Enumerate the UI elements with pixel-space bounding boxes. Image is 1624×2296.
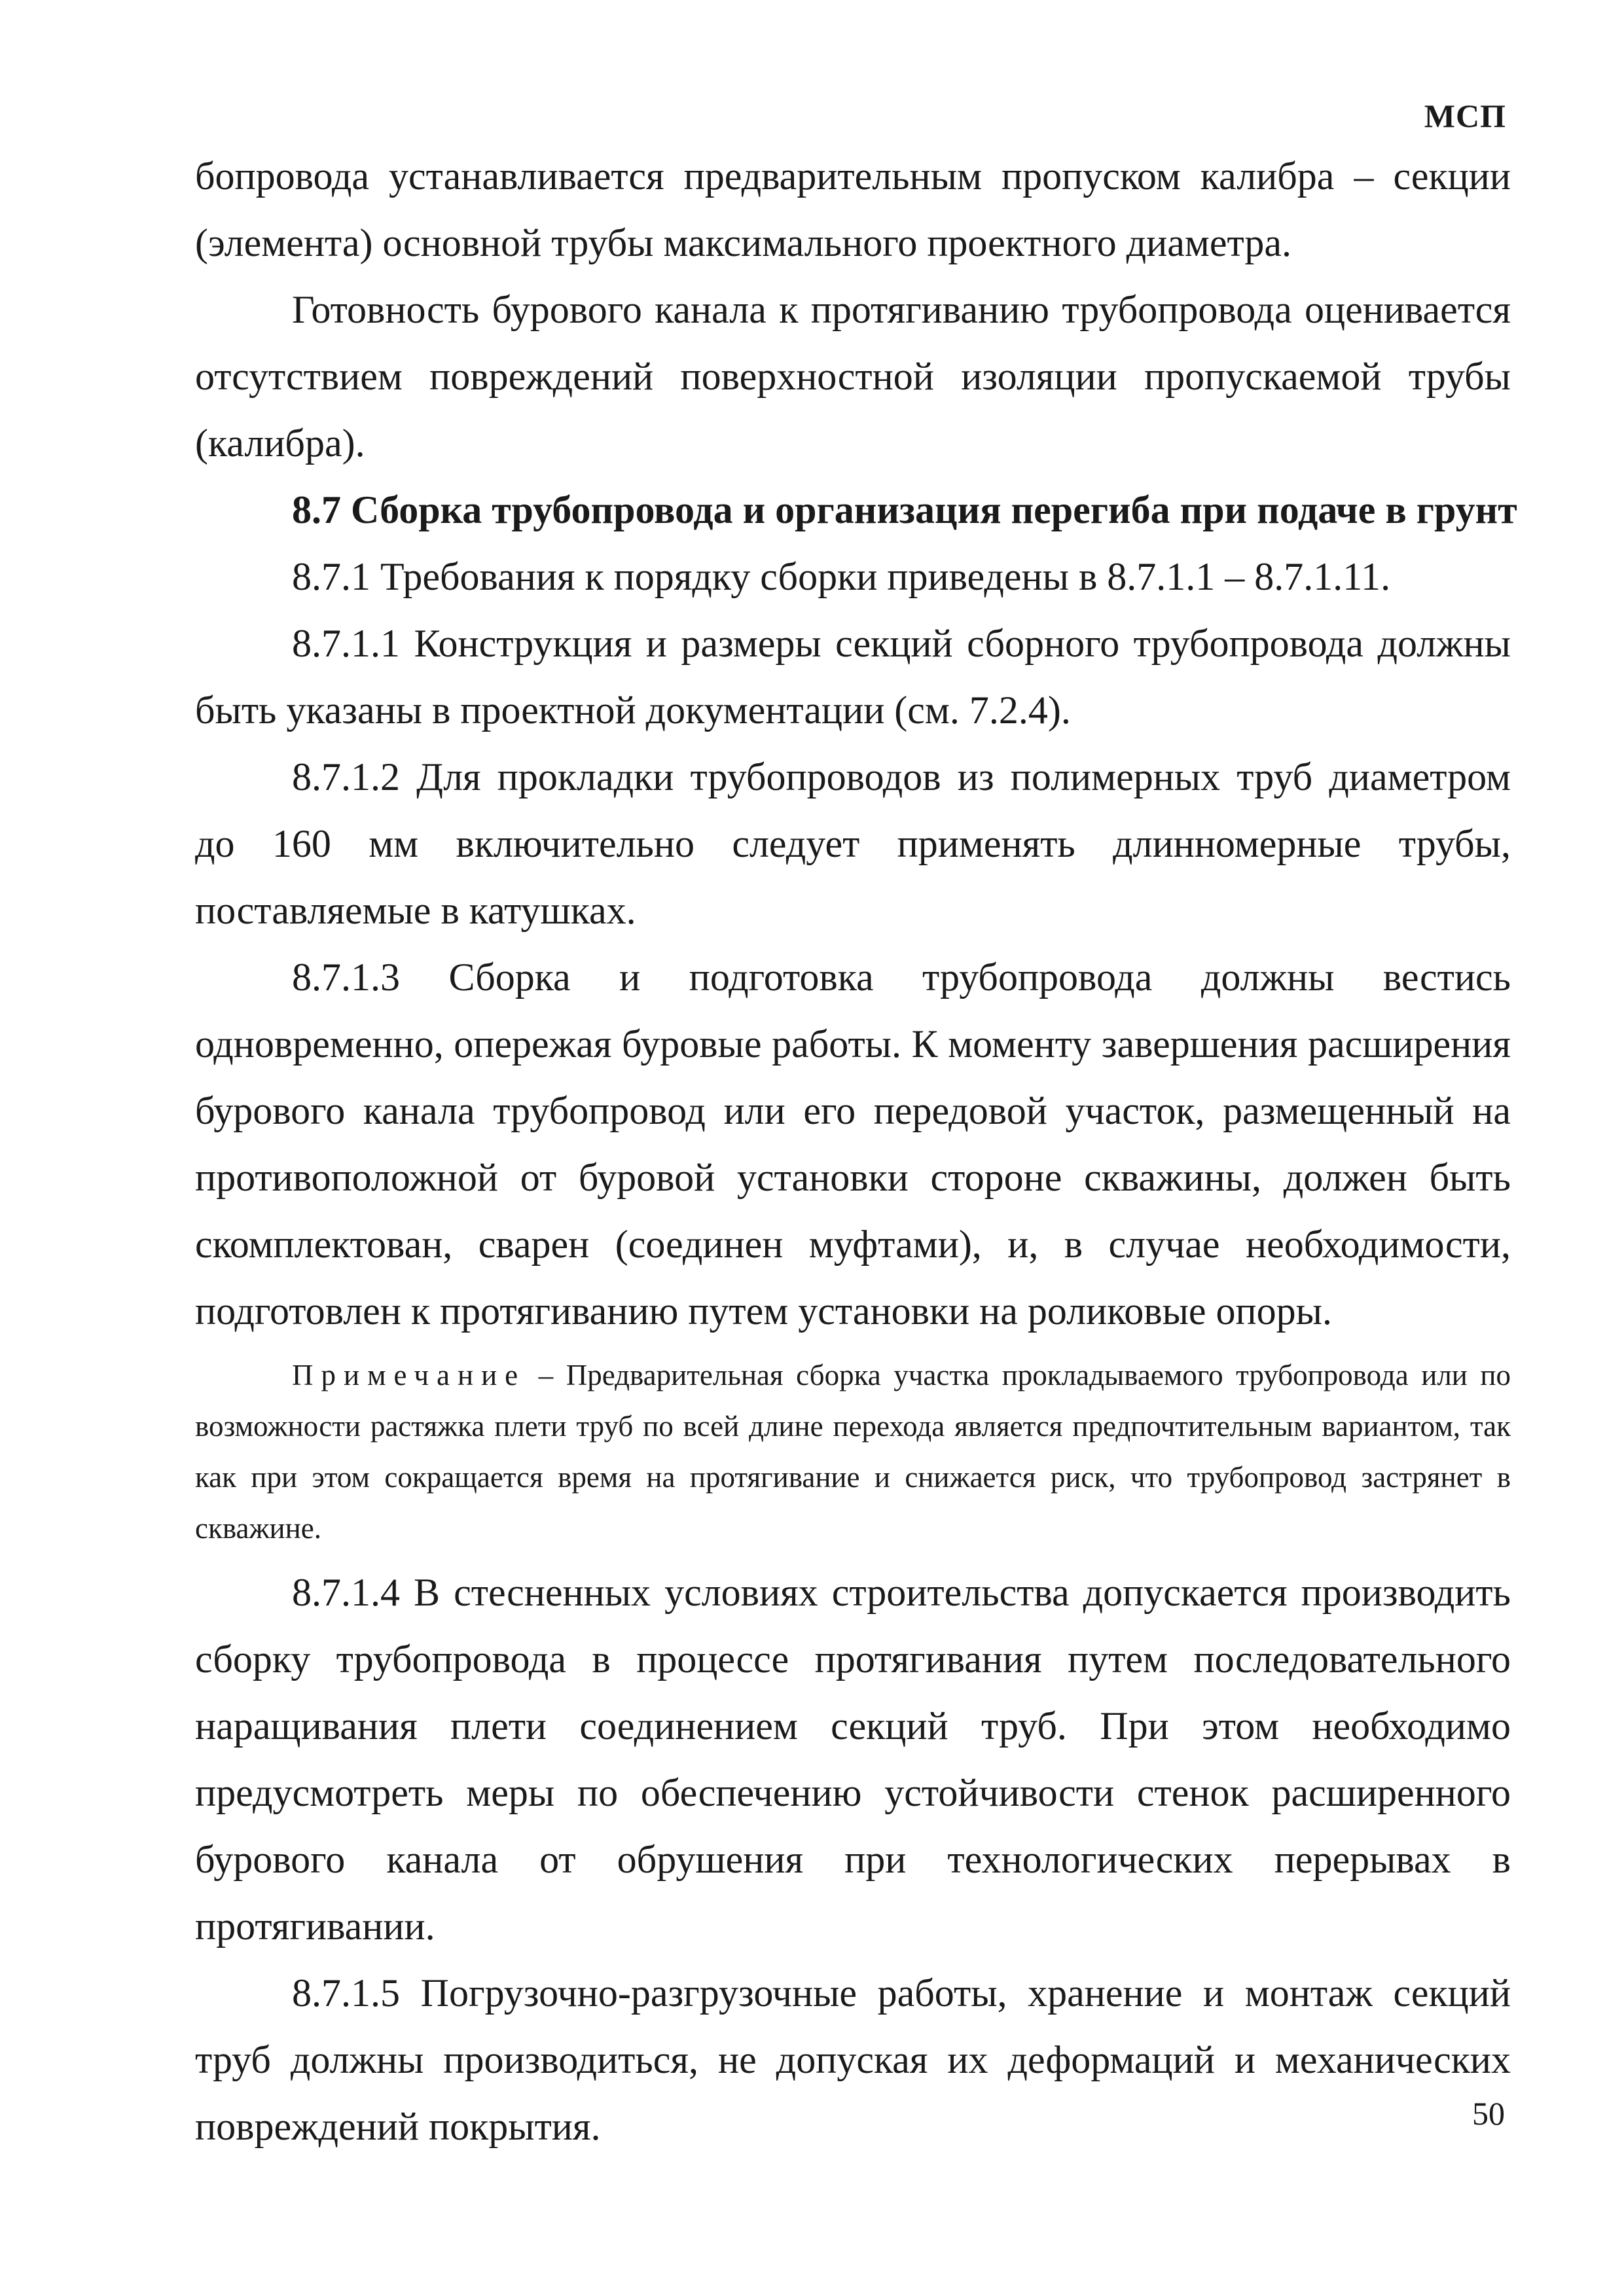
paragraph-8-7-1-2: 8.7.1.2 Для прокладки трубопроводов из полимерных труб диаметром до 160 мм включительно следует применять длинномерные трубы, поставляемые в катушках. [195,755,1511,932]
paragraph-8-7-1-1: 8.7.1.1 Конструкция и размеры секций сборного трубопровода должны быть указаны в проектной документации (см. 7.2.4). [195,622,1511,732]
paragraph-8-7-1-3: 8.7.1.3 Сборка и подготовка трубопровода должны вестись одновременно, опережая буровые работы. К моменту завершения расширения бурового канала трубопровод или его передовой участок, размещенный на противоположной от буровой установки стороне скважины, должен быть скомплектован, сварен (соединен муфтами), и, в случае необходимости, подготовлен к протягиванию путем установки на роликовые опоры. [195,956,1511,1333]
paragraph-readiness: Готовность бурового канала к протягиванию трубопровода оценивается отсутствием повреждений поверхностной изоляции пропускаемой трубы (калибра). [195,288,1511,465]
paragraph-8-7-1-4: 8.7.1.4 В стесненных условиях строительства допускается производить сборку трубопровода в процессе протягивания путем последовательного наращивания плети соединением секций труб. При этом необходимо предусмотреть меры по обеспечению устойчивости стенок расширенного бурового канала от обрушения при технологических перерывах в протягивании. [195,1571,1511,1948]
note-block [195,1344,1511,1559]
note-label: Примечание [292,1359,526,1391]
section-heading-8-7: 8.7 Сборка трубопровода и организация перегиба при подаче в грунт [292,488,1517,531]
paragraph-continuation: бопровода устанавливается предварительным пропуском калибра – секции (элемента) основной трубы максимального проектного диаметра. [195,154,1511,264]
paragraph-8-7-1: 8.7.1 Требования к порядку сборки приведены в 8.7.1.1 – 8.7.1.11. [292,555,1391,598]
document-body [195,143,1517,2160]
page-number: 50 [1472,2095,1505,2132]
paragraph-8-7-1-5: 8.7.1.5 Погрузочно-разгрузочные работы, хранение и монтаж секций труб должны производиться, не допуская их деформаций и механических повреждений покрытия. [195,1971,1511,2148]
document-header-mark: МСП [1424,98,1506,134]
note-text: – Предварительная сборка участка прокладываемого трубопровода или по возможности растяжка плети труб по всей длине перехода является предпочтительным вариантом, так как при этом сокращается время на протягивание и снижается риск, что трубопровод застрянет в скважине. [195,1359,1511,1545]
